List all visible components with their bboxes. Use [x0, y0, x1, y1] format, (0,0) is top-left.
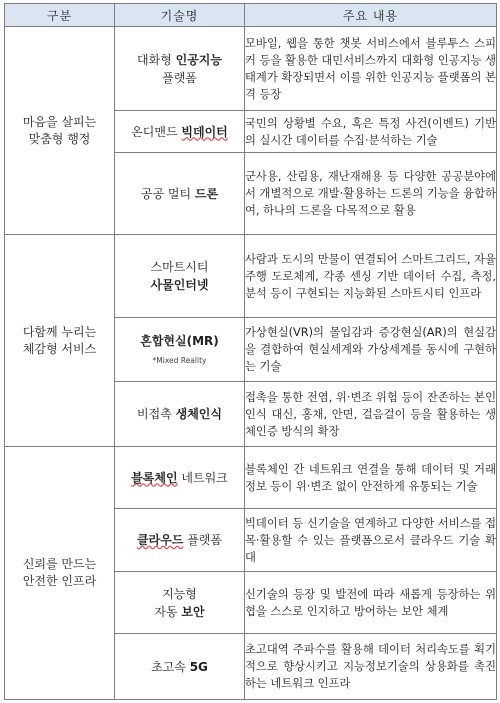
tech-name-bold: 블록체인 [131, 470, 178, 485]
category-cell [5, 235, 115, 447]
tech-name-plain: 대화형 [137, 52, 176, 67]
tech-name-cell [115, 382, 245, 447]
tech-name-line2: 자동 [154, 604, 182, 619]
header-row [5, 4, 497, 27]
tech-name-plain: 스마트시티 [150, 260, 209, 274]
tech-name-cell [115, 153, 245, 235]
table-row [5, 447, 497, 509]
tech-name-bold: 5G [189, 659, 208, 674]
category-line2: 체감형 서비스 [22, 341, 97, 356]
table-row [5, 235, 497, 318]
desc-cell: 가상현실(VR)의 몰입감과 증강현실(AR)의 현실감을 결합하여 현실세계와 가상세계를 동시에 구현하는 기술 [245, 318, 497, 382]
category-line2: 맞춤형 행정 [28, 131, 91, 146]
tech-name-cell [115, 447, 245, 509]
tech-name-plain: 초고속 [151, 659, 190, 674]
category-cell [5, 27, 115, 235]
header-technology: 기술명 [115, 4, 245, 27]
category-line1: 마음을 살피는 [22, 114, 97, 129]
tech-name-plain: 네트워크 [177, 470, 228, 485]
category-line2: 안전한 인프라 [22, 574, 97, 588]
desc-cell: 모바일, 웹을 통한 챗봇 서비스에서 블루투스 스피커 등을 활용한 대민서비스까지 대화형 인공지능 생태계가 확장되면서 이를 위한 인공지능 플랫폼의 본격 등장 [245, 27, 497, 111]
table-row [5, 27, 497, 111]
desc-cell: 초고대역 주파수를 활용해 데이터 처리속도를 획기적으로 향상시키고 지능정보기술의 상용화를 촉진하는 네트워크 인프라 [245, 634, 497, 700]
tech-name-plain: 공공 멀티 [140, 186, 195, 201]
category-line1: 다함께 누리는 [22, 324, 97, 339]
tech-name-bold: 혼합현실(MR) [140, 333, 219, 348]
desc-cell: 군사용, 산림용, 재난재해용 등 다양한 공공분야에서 개별적으로 개발·활용하는 드론의 기능을 융합하여, 하나의 드론을 다목적으로 활용 [245, 153, 497, 235]
desc-cell: 접촉을 통한 전염, 위·변조 위험 등이 잔존하는 본인인식 대신, 홍채, 안면, 걸음걸이 등을 활용하는 생체인증 방식의 확장 [245, 382, 497, 447]
desc-cell: 신기술의 등장 및 발전에 따라 새롭게 등장하는 위협을 스스로 인지하고 방어하는 보안 체계 [245, 572, 497, 634]
desc-cell: 빅데이터 등 신기술을 연계하고 다양한 서비스를 접목·활용할 수 있는 플랫폼으로서 클라우드 기술 확대 [245, 509, 497, 572]
tech-name-bold: 빅데이터 [181, 124, 228, 139]
desc-cell: 블록체인 간 네트워크 연결을 통해 데이터 및 거래정보 등이 위·변조 없이 안전하게 유통되는 기술 [245, 447, 497, 509]
tech-name-plain: 온디맨드 [131, 124, 182, 139]
tech-name-plain: 플랫폼 [183, 533, 222, 547]
tech-name-cell [115, 634, 245, 700]
tech-name-cell [115, 509, 245, 572]
tech-name-cell [115, 111, 245, 153]
tech-name-plain: 지능형 [162, 586, 197, 601]
tech-name-subtitle: *Mixed Reality [152, 355, 207, 365]
category-cell [5, 447, 115, 700]
tech-name-cell [115, 318, 245, 382]
tech-name-plain: 비접촉 [137, 407, 176, 421]
tech-name-bold: 클라우드 [137, 533, 184, 547]
category-line1: 신뢰를 만드는 [22, 557, 97, 571]
tech-name-bold: 생체인식 [175, 407, 222, 421]
desc-cell: 사람과 도시의 만물이 연결되어 스마트그리드, 자율주행 도로체계, 각종 센싱 기반 데이터 수집, 측정, 분석 등이 구현되는 지능화된 스마트시티 인프라 [245, 235, 497, 318]
tech-name-bold: 드론 [194, 186, 219, 201]
header-category: 구분 [5, 4, 115, 27]
header-content: 주요 내용 [245, 4, 497, 27]
tech-name-line2: 플랫폼 [162, 70, 197, 85]
tech-name-cell [115, 235, 245, 318]
tech-name-bold: 보안 [181, 604, 205, 619]
desc-cell: 국민의 상황별 수요, 혹은 특정 사건(이벤트) 기반의 실시간 데이터를 수집·분석하는 기술 [245, 111, 497, 153]
tech-name-cell [115, 572, 245, 634]
tech-name-bold: 사물인터넷 [150, 278, 209, 292]
tech-name-cell [115, 27, 245, 111]
tech-table [4, 3, 497, 700]
tech-name-bold: 인공지능 [175, 52, 222, 67]
